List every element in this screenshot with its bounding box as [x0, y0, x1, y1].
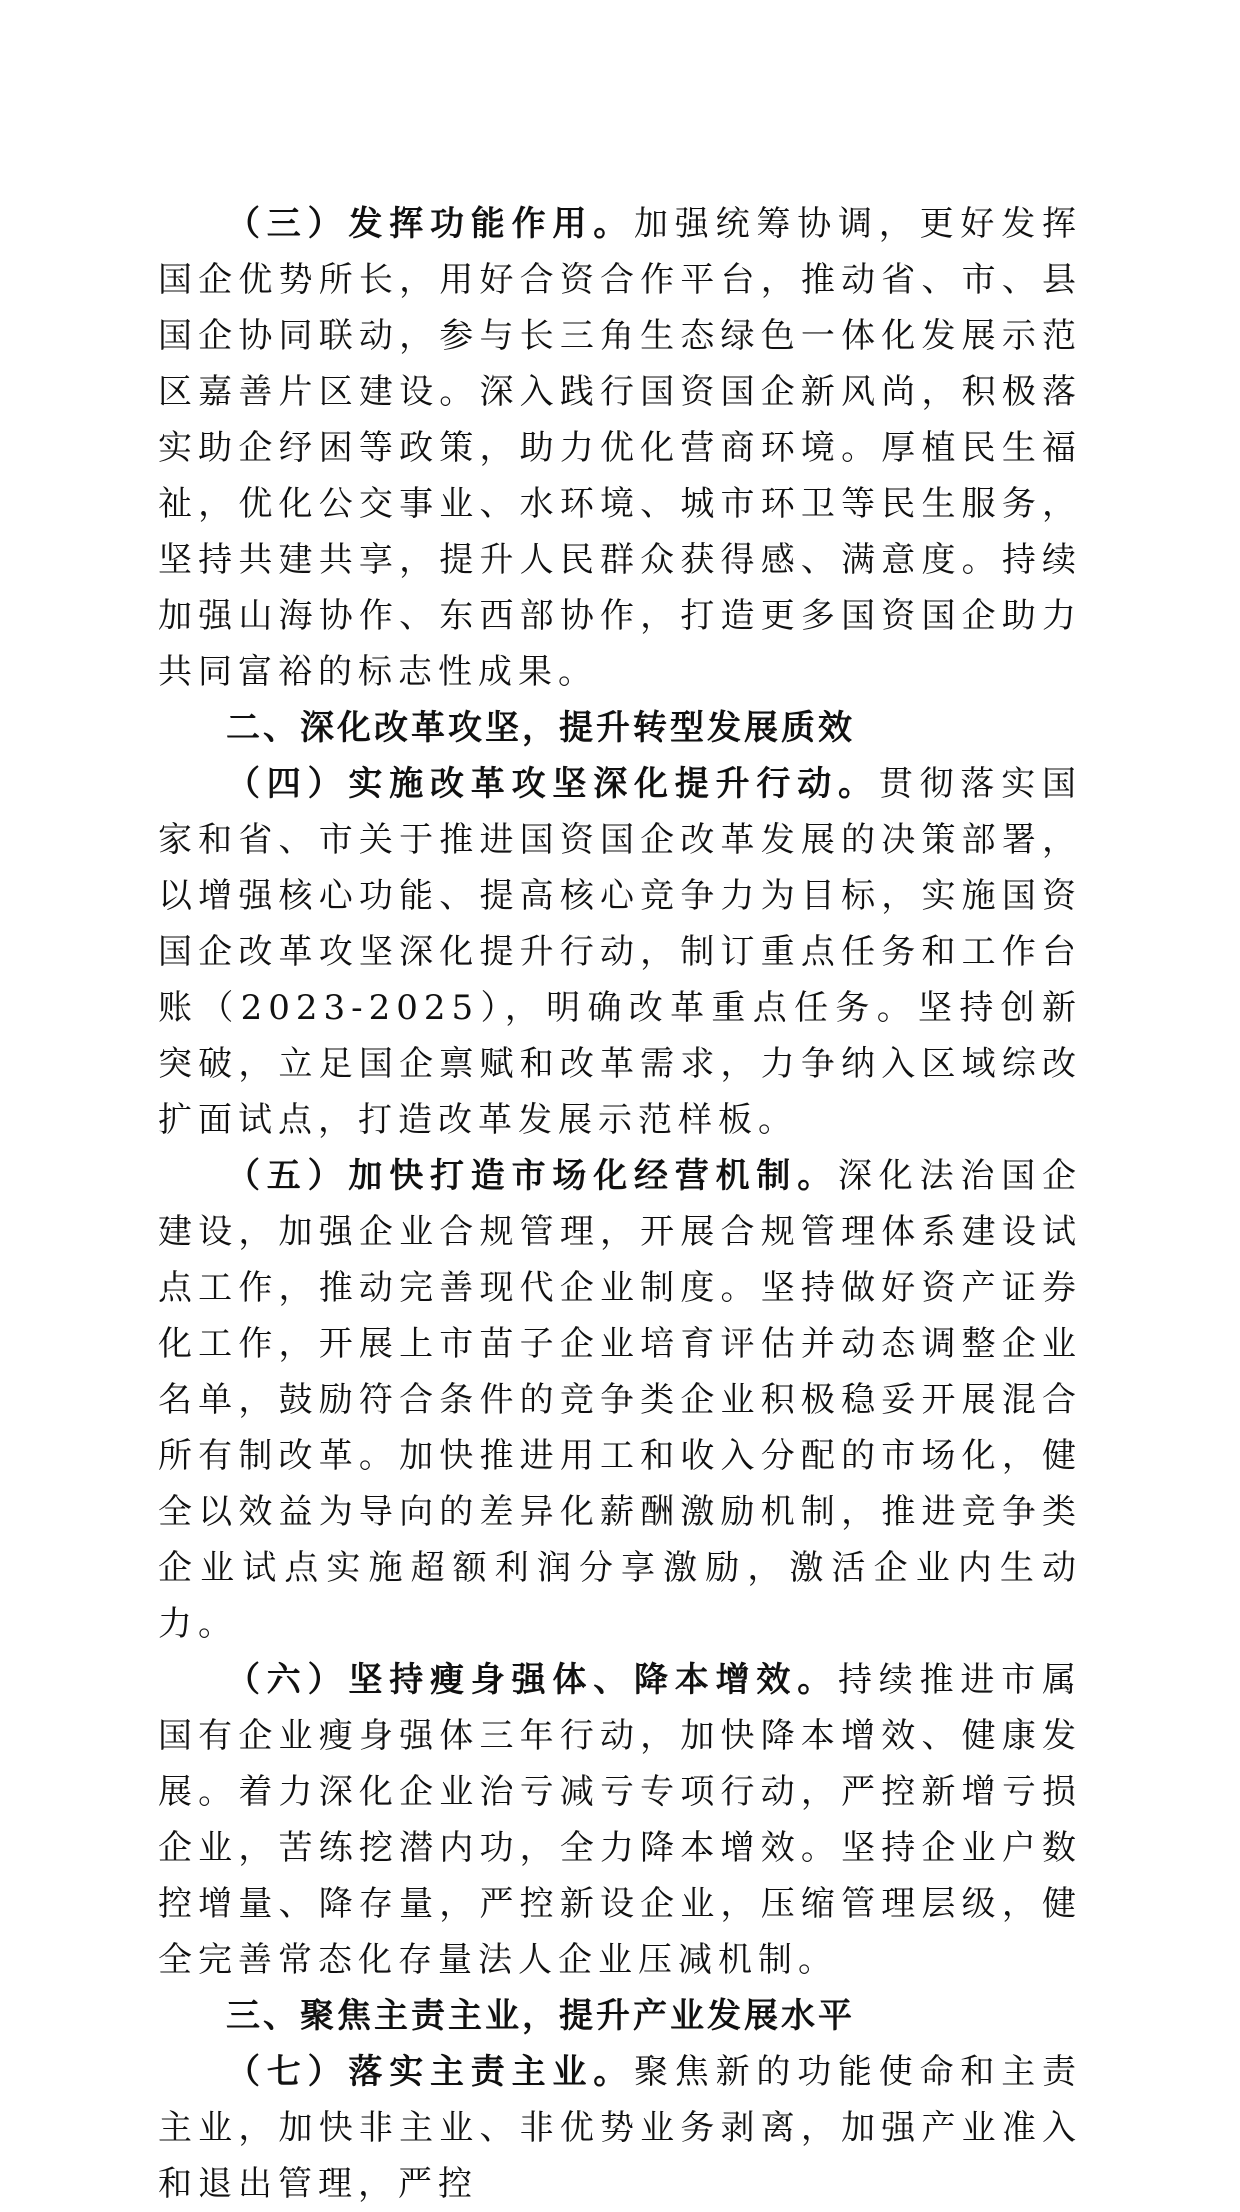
paragraph-section-3	[158, 196, 1082, 700]
paragraph-section-6	[158, 1652, 1082, 1988]
paragraph-body: 持续推进市属国有企业瘦身强体三年行动，加快降本增效、健康发展。着力深化企业治亏减亏专项行动，严控新增亏损企业，苦练挖潜内功，全力降本增效。坚持企业户数控增量、降存量，严控新设企业，压缩管理层级，健全完善常态化存量法人企业压减机制。	[158, 1660, 1082, 1980]
section-heading-3: 三、聚焦主责主业，提升产业发展水平	[226, 1996, 855, 2036]
paragraph-body: 聚焦新的功能使命和主责主业，加快非主业、非优势业务剥离，加强产业准入和退出管理，严控	[158, 2052, 1082, 2204]
paragraph-section-4	[158, 756, 1082, 1148]
paragraph-lead: （四）实施改革攻坚深化提升行动。	[226, 764, 879, 804]
paragraph-lead: （六）坚持瘦身强体、降本增效。	[226, 1660, 838, 1700]
section-heading-2: 二、深化改革攻坚，提升转型发展质效	[226, 708, 855, 748]
paragraph-body: 贯彻落实国家和省、市关于推进国资国企改革发展的决策部署，以增强核心功能、提高核心竞争力为目标，实施国资国企改革攻坚深化提升行动，制订重点任务和工作台账（2023-2025），明确改革重点任务。坚持创新突破，立足国企禀赋和改革需求，力争纳入区域综改扩面试点，打造改革发展示范样板。	[158, 764, 1083, 1140]
paragraph-section-5	[158, 1148, 1082, 1652]
paragraph-body: 深化法治国企建设，加强企业合规管理，开展合规管理体系建设试点工作，推动完善现代企业制度。坚持做好资产证券化工作，开展上市苗子企业培育评估并动态调整企业名单，鼓励符合条件的竞争类企业积极稳妥开展混合所有制改革。加快推进用工和收入分配的市场化，健全以效益为导向的差异化薪酬激励机制，推进竞争类企业试点实施超额利润分享激励，激活企业内生动力。	[158, 1156, 1082, 1644]
paragraph-body: 加强统筹协调，更好发挥国企优势所长，用好合资合作平台，推动省、市、县国企协同联动，参与长三角生态绿色一体化发展示范区嘉善片区建设。深入践行国资国企新风尚，积极落实助企纾困等政策，助力优化营商环境。厚植民生福祉，优化公交事业、水环境、城市环卫等民生服务，坚持共建共享，提升人民群众获得感、满意度。持续加强山海协作、东西部协作，打造更多国资国企助力共同富裕的标志性成果。	[158, 204, 1082, 692]
paragraph-section-7	[158, 2044, 1082, 2212]
paragraph-lead: （五）加快打造市场化经营机制。	[226, 1156, 838, 1196]
paragraph-lead: （七）落实主责主业。	[226, 2052, 634, 2092]
paragraph-lead: （三）发挥功能作用。	[226, 204, 634, 244]
document-page	[158, 196, 1082, 2212]
